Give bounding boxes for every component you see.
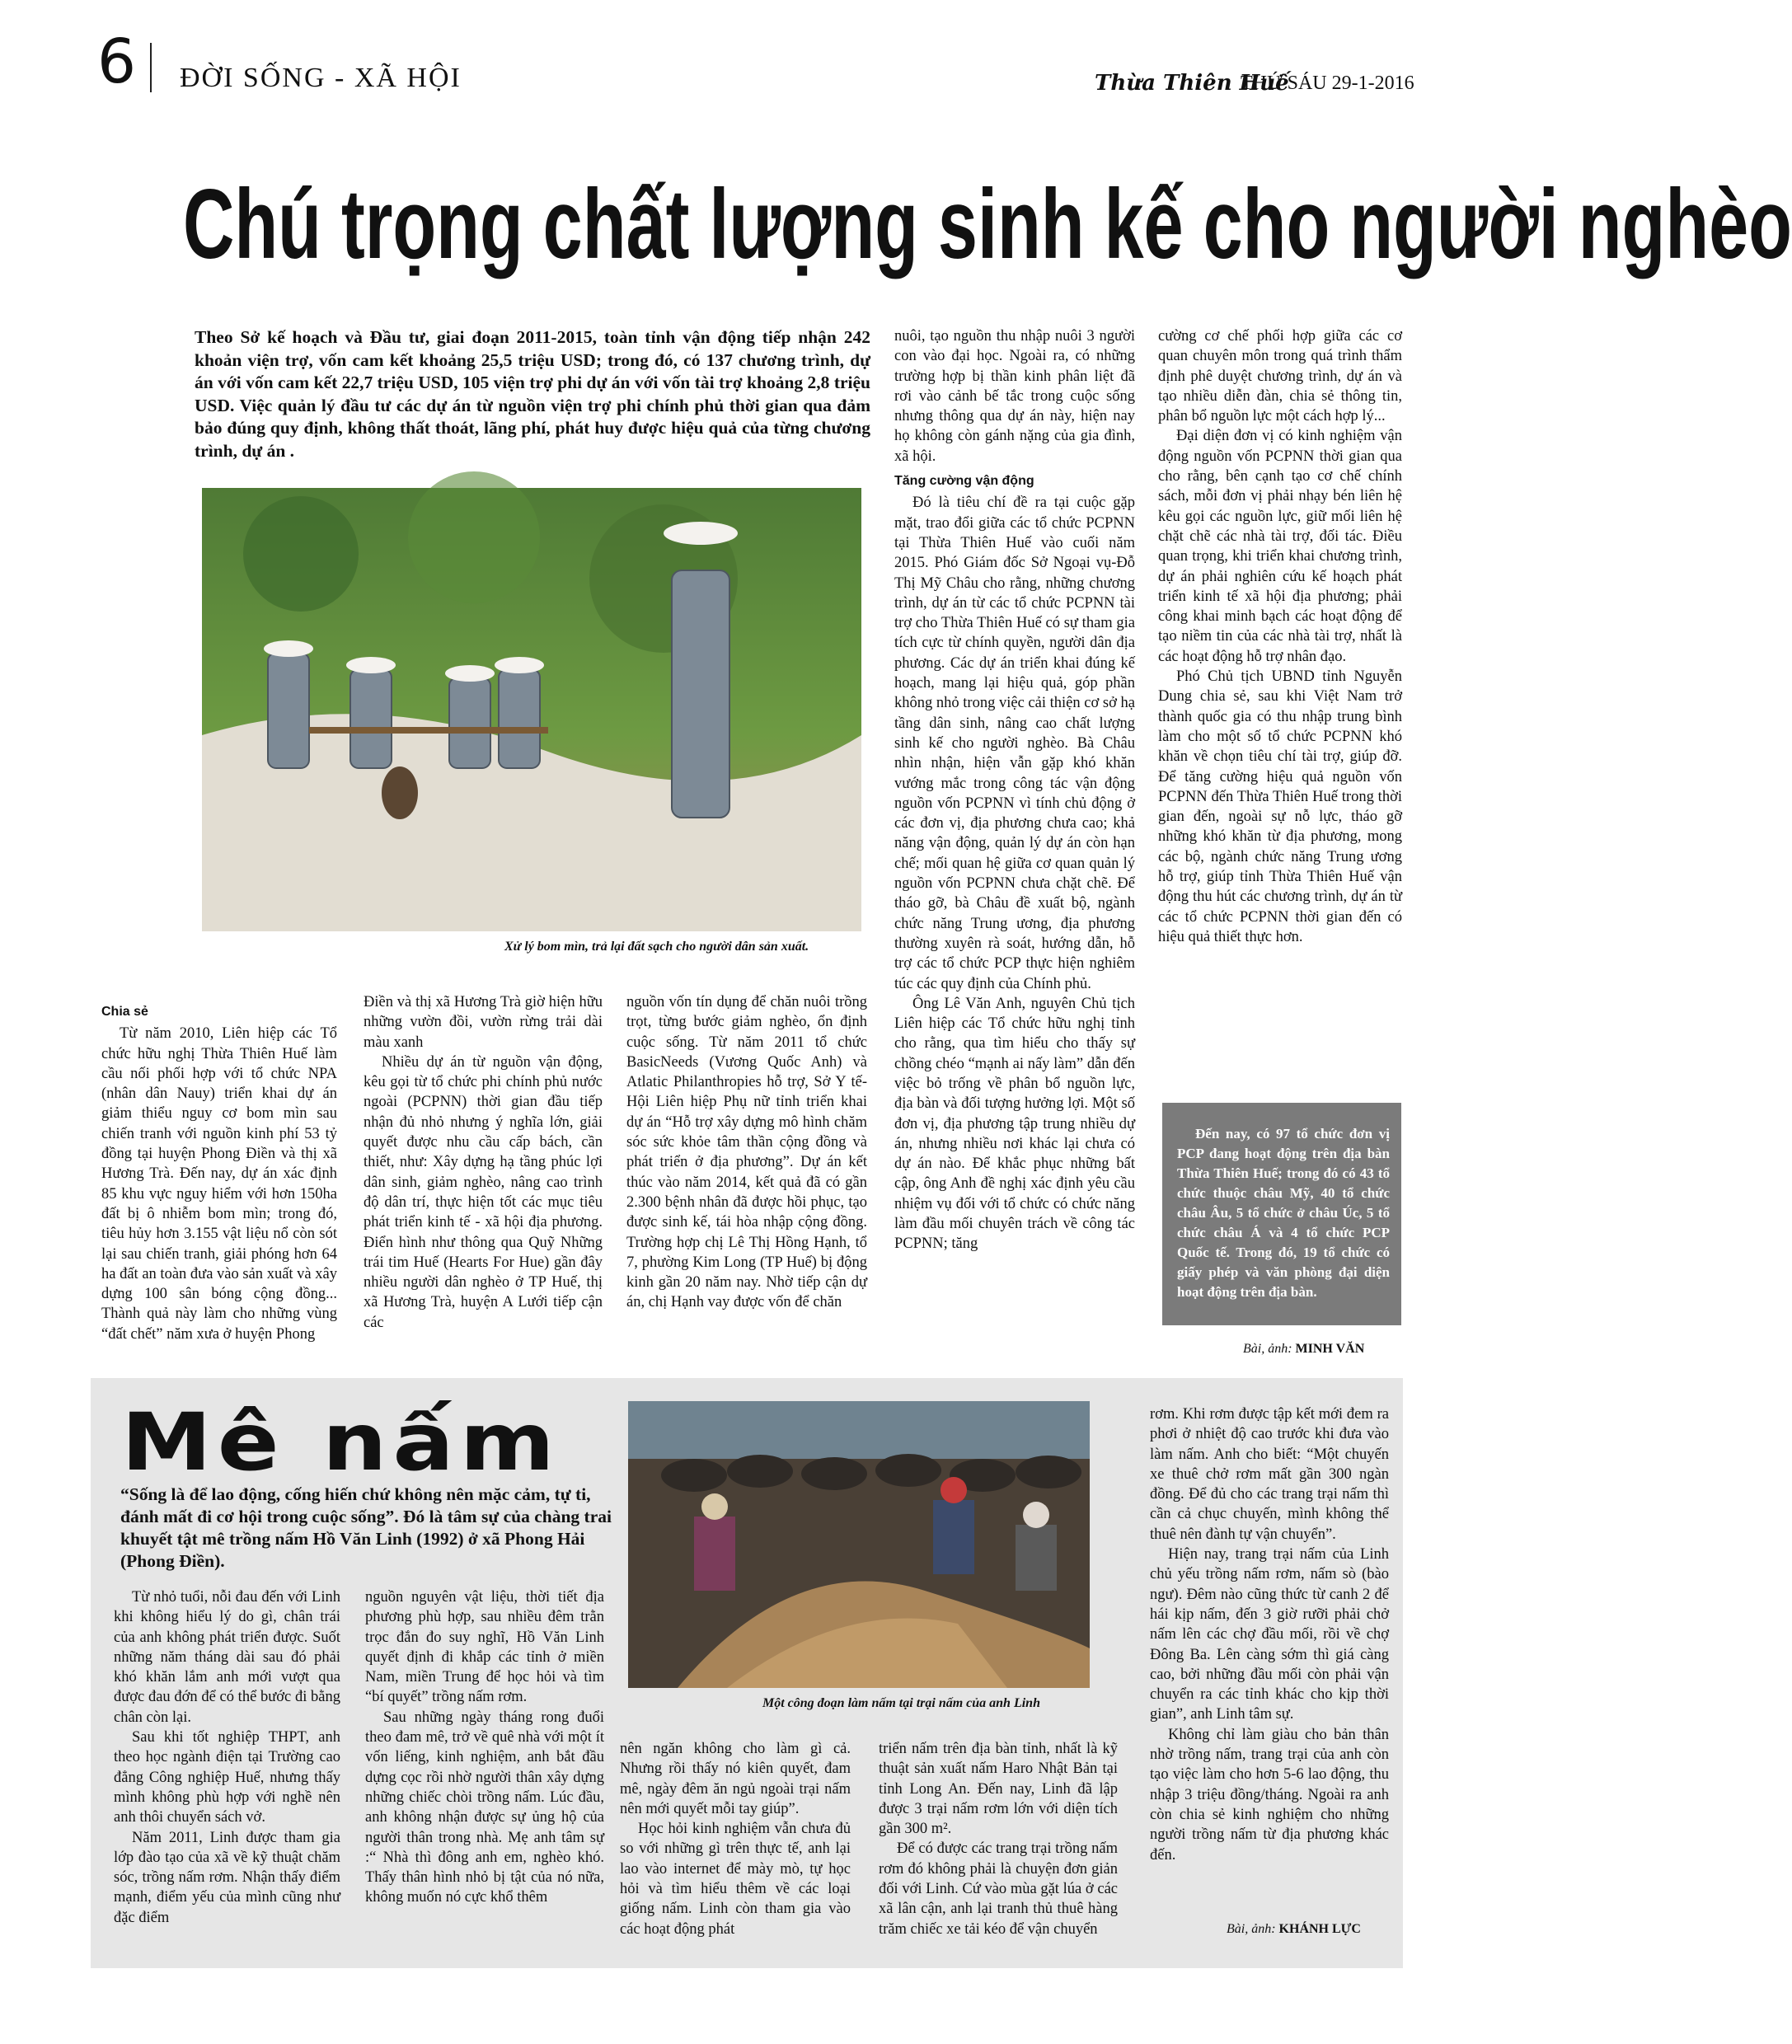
paragraph: Từ nhỏ tuổi, nỗi đau đến với Linh khi không hiểu lý do gì, chân trái của anh không phát triển được. Suốt những năm tháng dài sau đó phải khó khăn lắm anh mới vượt qua được đau đớn để có thể bước đi bằng chân còn lại. <box>114 1589 340 1726</box>
article1-credit <box>1243 1342 1364 1357</box>
paragraph: Hiện nay, trang trại nấm của Linh chủ yếu trồng nấm rơm, nấm sò (bào ngư). Đêm nào cũng thức từ canh 2 để hái kịp nấm, đến 3 giờ rưỡi phải chở nấm lên các chợ đầu mối, rồi về chợ Đông Ba. Lên càng sớm thì giá càng cao, bởi những đầu mối còn phải vận chuyển ra các tỉnh khác cho kịp thời gian”, anh Linh tâm sự. <box>1150 1546 1389 1723</box>
header-divider <box>150 43 152 92</box>
paragraph: Điền và thị xã Hương Trà giờ hiện hữu những vườn đồi, vườn rừng trải dài màu xanh <box>364 994 603 1051</box>
article2-column-2 <box>365 1587 604 1908</box>
article-lead: Theo Sở kế hoạch và Đầu tư, giai đoạn 2011-2015, toàn tỉnh vận động tiếp nhận 242 khoản viện trợ, vốn cam kết khoảng 25,5 triệu USD; trong đó, có 137 chương trình, dự án với vốn cam kết 22,7 triệu USD, 105 viện trợ phi dự án với vốn tài trợ khoảng 2,8 triệu USD. Việc quản lý đầu tư các dự án từ nguồn viện trợ phi chính phủ thời gian qua đảm bảo đúng quy định, không thất thoát, lãng phí, phát huy được hiệu quả của từng chương trình, dự án . <box>195 327 870 461</box>
paragraph: nuôi, tạo nguồn thu nhập nuôi 3 người con vào đại học. Ngoài ra, có những trường hợp bị thần kinh phân liệt đã rơi vào cảnh bế tắc trong cuộc sống nhưng thông qua dự án này, hiện nay họ không còn gánh nặng của gia đình, xã hội. <box>894 328 1135 465</box>
paragraph: triển nấm trên địa bàn tỉnh, nhất là kỹ thuật sản xuất nấm Haro Nhật Bản tại tỉnh Long An. Đến nay, Linh đã lập được 3 trại nấm rơm lớn với diện tích gần 300 m². <box>879 1741 1118 1838</box>
paragraph: cường cơ chế phối hợp giữa các cơ quan chuyên môn trong quá trình thẩm định phê duyệt chương trình, dự án và tạo nhiều diễn đàn, chia sẻ thông tin, phân bổ nguồn lực một cách hợp lý... <box>1158 328 1402 425</box>
paragraph: Học hỏi kinh nghiệm vẫn chưa đủ so với những gì trên thực tế, anh lại lao vào internet để mày mò, tự học hỏi và tìm hiểu thêm về các loại giống nấm. Linh còn tham gia vào các hoạt động phát <box>620 1821 851 1938</box>
paragraph: Từ năm 2010, Liên hiệp các Tổ chức hữu nghị Thừa Thiên Huế làm cầu nối phối hợp với tổ chức NPA (nhân dân Nauy) triển khai dự án giảm thiểu nguy cơ bom mìn sau chiến tranh với nguồn kinh phí 53 tỷ đồng tại huyện Phong Điền và thị xã Hương Trà. Đến nay, dự án xác định 85 khu vực nguy hiểm với hơn 150ha đất bị ô nhiễm bom mìn; trong đó, tiêu hủy hơn 3.155 vật liệu nổ còn sót lại sau chiến tranh, giải phóng hơn 64 ha đất an toàn đưa vào sản xuất và xây dựng 100 sân bóng cộng đồng... Thành quả này làm cho những vùng “đất chết” năm xưa ở huyện Phong <box>101 1025 337 1343</box>
page-number: 6 <box>97 26 137 97</box>
paragraph: nên ngăn không cho làm gì cả. Nhưng rồi thấy nó kiên quyết, đam mê, ngày đêm ăn ngủ ngoài trại nấm nên mới quyết mỗi tay giúp”. <box>620 1741 851 1817</box>
article2-column-3 <box>620 1739 851 1939</box>
article2-credit <box>1227 1922 1361 1937</box>
paragraph: Để có được các trang trại trồng nấm rơm đó không phải là chuyện đơn giản đối với Linh. Cứ vào mùa gặt lúa ở các xã lân cận, anh lại tranh thủ thuê hàng trăm chiếc xe tải kéo để vận chuyển <box>879 1840 1118 1938</box>
article2-column-5 <box>1150 1404 1389 1865</box>
article1-column-4 <box>894 326 1135 1254</box>
paragraph: Ông Lê Văn Anh, nguyên Chủ tịch Liên hiệp các Tổ chức hữu nghị tỉnh cho rằng, qua tìm hiểu cho thấy sự chồng chéo “mạnh ai nấy làm” dẫn đến việc bỏ trống về phân bổ nguồn lực, địa bàn và đối tượng hưởng lợi. Một số đơn vị, địa phương tập trung nhiều dự án, nhưng nhiều nơi khác lại chưa có dự án nào. Để khắc phục những bất cập, ông Anh đề nghị xác định yêu cầu nhiệm vụ đối với tổ chức có chức năng làm đầu mối chuyên trách về công tác PCPNN; tăng <box>894 995 1135 1253</box>
statistics-text: Đến nay, có 97 tổ chức đơn vị PCP đang hoạt động trên địa bàn Thừa Thiên Huế; trong đó có 43 tổ chức thuộc châu Mỹ, 40 tổ chức châu Âu, 5 tổ chức ở châu Úc, 5 tổ chức châu Á và 4 tổ chức PCP Quốc tế. Trong đó, 19 tổ chức có giấy phép và văn phòng đại diện hoạt động trên địa bàn. <box>1177 1126 1390 1300</box>
paragraph: Năm 2011, Linh được tham gia lớp đào tạo của xã về kỹ thuật chăm sóc, trồng nấm rơm. Nhận thấy điểm mạnh, điểm yếu của mình cũng như đặc điểm <box>114 1829 340 1926</box>
credit-author: KHÁNH LỰC <box>1278 1922 1361 1936</box>
article2-column-4 <box>879 1739 1118 1939</box>
credit-prefix: Bài, ảnh: <box>1243 1342 1292 1356</box>
article1-column-2 <box>364 992 603 1333</box>
mushroom-farm-photo <box>628 1401 1090 1688</box>
newspaper-name: Thừa Thiên Huế <box>1095 71 1289 96</box>
credit-prefix: Bài, ảnh: <box>1227 1922 1276 1936</box>
paragraph: Đó là tiêu chí đề ra tại cuộc gặp mặt, trao đổi giữa các tổ chức PCPNN tại Thừa Thiên Huế vào cuối năm 2015. Phó Giám đốc Sở Ngoại vụ-Đỗ Thị Mỹ Châu cho rằng, những chương trình, dự án từ các tổ chức PCPNN tài trợ cho Thừa Thiên Huế có sự tham gia tích cực từ chính quyền, người dân địa phương. Các dự án triển khai đúng kế hoạch, mang lại hiệu quả, góp phần không nhỏ trong việc cải thiện cơ sở hạ tầng dân sinh, nâng cao chất lượng sinh kế cho người nghèo. Bà Châu nhìn nhận, hiện vẫn gặp khó khăn vướng mắc trong công tác vận động nguồn vốn PCPNN vì tính chủ động ở các đơn vị, địa phương chưa cao; khả năng vận động, quản lý dự án còn hạn chế; mối quan hệ giữa cơ quan quản lý nguồn vốn PCPNN chưa chặt chẽ. Để tháo gỡ, bà Châu đề xuất bộ, ngành chức năng Trung ương, địa phương thường xuyên rà soát, hướng dẫn, hỗ trợ các tổ chức PCP thực hiện nghiêm túc các quy định của Chính phủ. <box>894 495 1135 992</box>
demining-photo <box>202 488 861 931</box>
article1-column-1 <box>101 997 337 1344</box>
paragraph: Đại diện đơn vị có kinh nghiệm vận động nguồn vốn PCPNN thời gian qua cho rằng, bên cạnh tạo cơ chế chính sách, mỗi đơn vị phải nhạy bén liên hệ kêu gọi các nguồn lực, giữ mối liên hệ chặt chẽ các nhà tài trợ, đối tác. Điều quan trọng, khi triển khai chương trình, dự án phải nghiên cứu kế hoạch phát triển kinh tế xã hội địa phương; phải công khai minh bạch các hoạt động để tạo niềm tin của các nhà tài trợ, nhất là các hoạt động hỗ trợ nhân đạo. <box>1158 428 1402 665</box>
subhead-tang-cuong: Tăng cường vận động <box>894 474 1034 489</box>
article2-column-1 <box>114 1587 340 1928</box>
article1-column-3 <box>626 992 867 1313</box>
paragraph: Sau những ngày tháng rong đuổi theo đam mê, trở về quê nhà với một ít vốn liếng, kinh nghiệm, anh bắt đầu dựng cọc rồi nhờ người thân xây dựng những chiếc chòi trồng nấm. Lúc đầu, anh không nhận được sự ủng hộ của người thân trong nhà. Mẹ anh tâm sự :“ Nhà thì đông anh em, nghèo khó. Thấy thân hình nhỏ bị tật của nó nữa, không muốn nó cực khổ thêm <box>365 1709 604 1906</box>
article2-quote: “Sống là để lao động, cống hiến chứ không nên mặc cảm, tự ti, đánh mất đi cơ hội trong cuộc sống”. Đó là tâm sự của chàng trai khuyết tật mê trồng nấm Hồ Văn Linh (1992) ở xã Phong Hải (Phong Điền). <box>120 1484 612 1571</box>
paragraph: rơm. Khi rơm được tập kết mới đem ra phơi ở nhiệt độ cao trước khi đưa vào làm nấm. Anh cho biết: “Một chuyến xe thuê chở rơm mất gần 300 ngàn đồng. Để đủ cho các trang trại nấm thì cần cả chục chuyến, mình không thể thuê nên đành tự vận chuyển”. <box>1150 1406 1389 1543</box>
statistics-box <box>1162 1103 1401 1325</box>
article1-column-5 <box>1158 326 1402 947</box>
photo-caption: Một công đoạn làm nấm tại trại nấm của anh Linh <box>762 1696 1040 1710</box>
credit-author: MINH VĂN <box>1295 1342 1365 1356</box>
paragraph: Sau khi tốt nghiệp THPT, anh theo học ngành điện tại Trường cao đẳng Công nghiệp Huế, nhưng thấy mình không phù hợp với nghề nên anh thôi chuyển sách vở. <box>114 1729 340 1826</box>
paragraph: Nhiều dự án từ nguồn vận động, kêu gọi từ tổ chức phi chính phủ nước ngoài (PCPNN) thời gian đầu tiếp nhận đủ nhỏ nhưng ý nghĩa lớn, giải quyết được nhu cầu cấp bách, cần thiết, như: Xây dựng hạ tầng phúc lợi dân sinh, giảm nghèo, nâng cao trình độ dân trí, thực hiện tốt các mục tiêu phát triển kinh tế - xã hội địa phương. Điển hình như thông qua Quỹ Những trái tim Huế (Hearts For Hue) gần đây nhiều người dân nghèo ở TP Huế, thị xã Hương Trà, huyện A Lưới tiếp cận các <box>364 1053 603 1331</box>
paragraph: nguồn vốn tín dụng để chăn nuôi trồng trọt, từng bước giảm nghèo, ổn định cuộc sống. Từ năm 2011 tổ chức BasicNeeds (Vương Quốc Anh) và Atlatic Philanthropies hỗ trợ, Sở Y tế-Hội Liên hiệp Phụ nữ tỉnh triển khai dự án “Hỗ trợ xây dựng mô hình chăm sóc sức khỏe tâm thần cộng đồng và phát triển ở địa phương”. Dự án kết thúc vào năm 2014, kết quả đã có gần 2.300 bệnh nhân đã được hồi phục, tạo được sinh kế, tái hòa nhập cộng đồng. Trường hợp chị Lê Thị Hồng Hạnh, tổ 7, phường Kim Long (TP Huế) bị động kinh gần 20 năm nay. Nhờ tiếp cận dự án, chị Hạnh vay được vốn để chăn <box>626 994 867 1311</box>
article-headline: Chú trọng chất lượng sinh kế cho người nghèo <box>183 169 1792 279</box>
section-title: ĐỜI SỐNG - XÃ HỘI <box>180 63 462 93</box>
subhead-chia-se: Chia sẻ <box>101 1005 148 1019</box>
article2-title: Mê nấm <box>121 1396 561 1488</box>
paragraph: nguồn nguyên vật liệu, thời tiết địa phương phù hợp, sau nhiều đêm trằn trọc đắn đo suy nghĩ, Hồ Văn Linh quyết định đi khắp các tỉnh ở miền Nam, miền Trung để học hỏi và tìm “bí quyết” trồng nấm rơm. <box>365 1589 604 1706</box>
paragraph: Không chỉ làm giàu cho bản thân nhờ trồng nấm, trang trại của anh còn tạo việc làm cho hơn 5-6 lao động, thu nhập 3 triệu đồng/tháng. Ngoài ra anh còn chia sẻ kinh nghiệm cho những người trồng nấm từ địa phương khác đến. <box>1150 1726 1389 1864</box>
issue-date: THỨ SÁU 29-1-2016 <box>1241 73 1414 94</box>
photo-caption: Xử lý bom mìn, trả lại đất sạch cho người dân sản xuất. <box>504 940 809 954</box>
paragraph: Phó Chủ tịch UBND tỉnh Nguyễn Dung chia sẻ, sau khi Việt Nam trở thành quốc gia có thu nhập trung bình làm cho một số tổ chức PCPNN khó khăn về chọn tiêu chí tài trợ, giúp đỡ. Để tăng cường hiệu quả nguồn vốn PCPNN đến Thừa Thiên Huế trong thời gian đến, ngoài sự nỗ lực, tháo gỡ những khó khăn từ địa phương, mong các bộ, ngành chức năng Trung ương hỗ trợ, giúp tỉnh Thừa Thiên Huế vận động thu hút các chương trình, dự án từ các tổ chức PCPNN thời gian đến có hiệu quả thiết thực hơn. <box>1158 668 1402 945</box>
